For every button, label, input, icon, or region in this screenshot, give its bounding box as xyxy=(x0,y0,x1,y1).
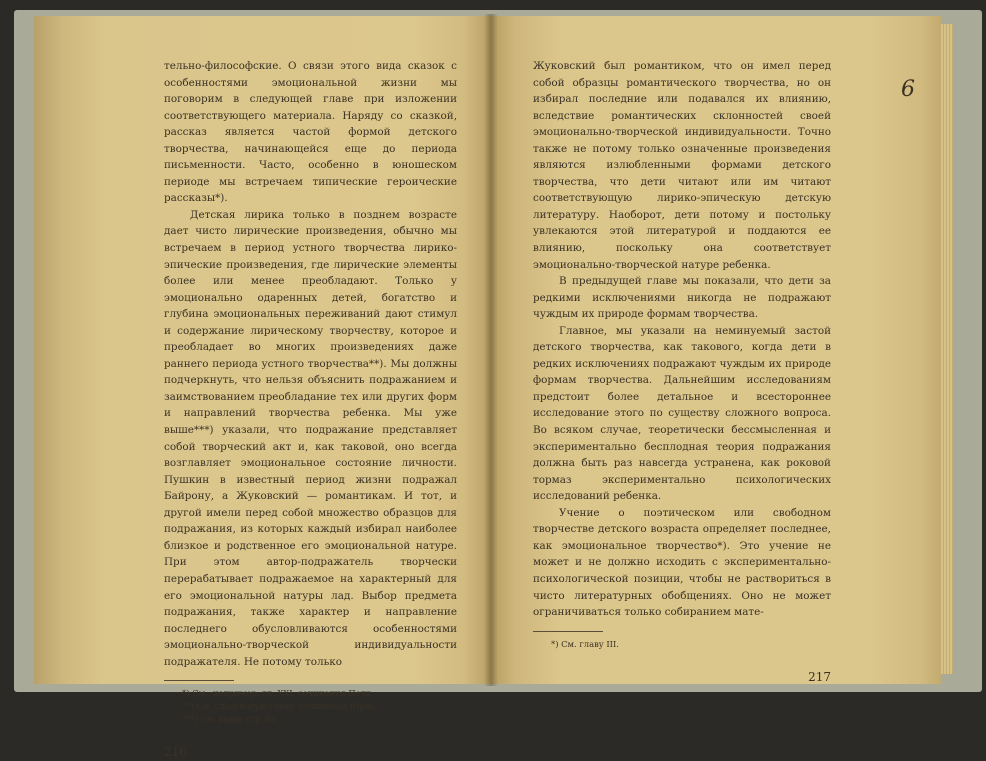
paragraph: тельно-философские. О связи этого вида сказок с особенностями эмоциональной жизни мы поговорим в следующей главе при изложении соответствующего материала. Наряду со сказкой, рассказ является частой формой детского творчества, начинающейся еще до периода письменности. Часто, особенно в юношеском периоде мы встречаем типические героические рассказы*). xyxy=(164,60,457,205)
paragraph: Жуковский был романтиком, что он имел перед собой образцы романтического творчества, но он избирал последние или подавался их влиянию, вследствие романтических склонностей своей эмоционально-творческой индивидуальности. Точно также не потому только означенные произведения являются излюбленными формами детского творчества, что дети читают или им читают соответствующую лирико-эпическую детскую литературу. Наоборот, дети потому и постольку увлекаются этой литературой и поддаются ее влиянию, поскольку она соответствует эмоционально-творческой натуре ребенка. xyxy=(533,60,831,271)
footnote: **) См. следующую главу, сочинения Юры. xyxy=(182,701,375,712)
paragraph: Детская лирика только в позднем возрасте дает чисто лирические произведения, обычно мы встречаем в период устного творчества лирико-эпические произведения, где лирические элементы более или менее преобладают. Только у эмоционально одаренных детей, богатство и глубина эмоциональных переживаний дают стимул и содержание лирическому творчеству, которое и преобладает во многих произведениях даже раннего периода устного творчества**). Мы должны подчеркнуть, что нельзя объяснить подражанием и заимствованием преобладание тех или других форм и направлений творчества ребенка. Мы уже выше***) указали, что подражание представляет собой творческий акт и, как таковой, оно всегда возглавляет эмоциональное состояние личности. Пушкин в известный период жизни подражал Байрону, а Жуковский — романтикам. И тот, и другой имели перед собой множество образцов для подражания, из которых каждый избирал наиболее близкое и родственное его эмоциональной натуре. При этом автор-подражатель творчески перерабатывает подражаемое на характерный для его эмоциональной натуры лад. Выбор предмета подражания, также характер и направление последнего обусловливаются особенностями эмоционально-творческой индивидуальности подражателя. Не потому только xyxy=(164,208,457,668)
footnote-rule xyxy=(164,680,234,681)
paragraph: Учение о поэтическом или свободном творчестве детского возраста определяет последнее, как эмоциональное творчество*). Это учение не может и не должно исходить с экспериментально-психологической позиции, чтобы не раствориться в чисто литературных обобщениях. Оно не может ограничиваться только собиранием мате- xyxy=(533,506,831,619)
left-page-text xyxy=(164,58,457,670)
paragraph: В предыдущей главе мы показали, что дети за редкими исключениями никогда не подражают чуждым их природе формам творчества. xyxy=(533,275,831,321)
page-edges xyxy=(941,24,953,674)
right-page xyxy=(491,16,941,684)
page-number: 217 xyxy=(808,669,831,684)
footnote: *) См., например, гл. XXI, сочинения Пети. xyxy=(182,688,374,699)
page-number: 216 xyxy=(164,745,187,760)
footnote: ***) См. выше стр. 60. xyxy=(182,714,279,725)
footnote-rule xyxy=(533,631,603,632)
paragraph: Главное, мы указали на неминуемый застой детского творчества, как такового, когда дети в редких исключениях подражают чуждым их природе формам творчества. Дальнейшим исследованиям предстоит более детальное и всестороннее исследование этого по существу сложного вопроса. Во всяком случае, теоретически бессмысленная и экспериментально бесплодная теория подражания должна быть раз навсегда устранена, как роковой тормаз экспериментально психологических исследований ребенка. xyxy=(533,324,831,503)
footnote: *) См. главу III. xyxy=(551,638,619,649)
book-gutter xyxy=(484,14,498,686)
left-page xyxy=(34,16,491,760)
pencil-mark: 6 xyxy=(901,77,915,102)
right-page-text xyxy=(533,58,831,621)
